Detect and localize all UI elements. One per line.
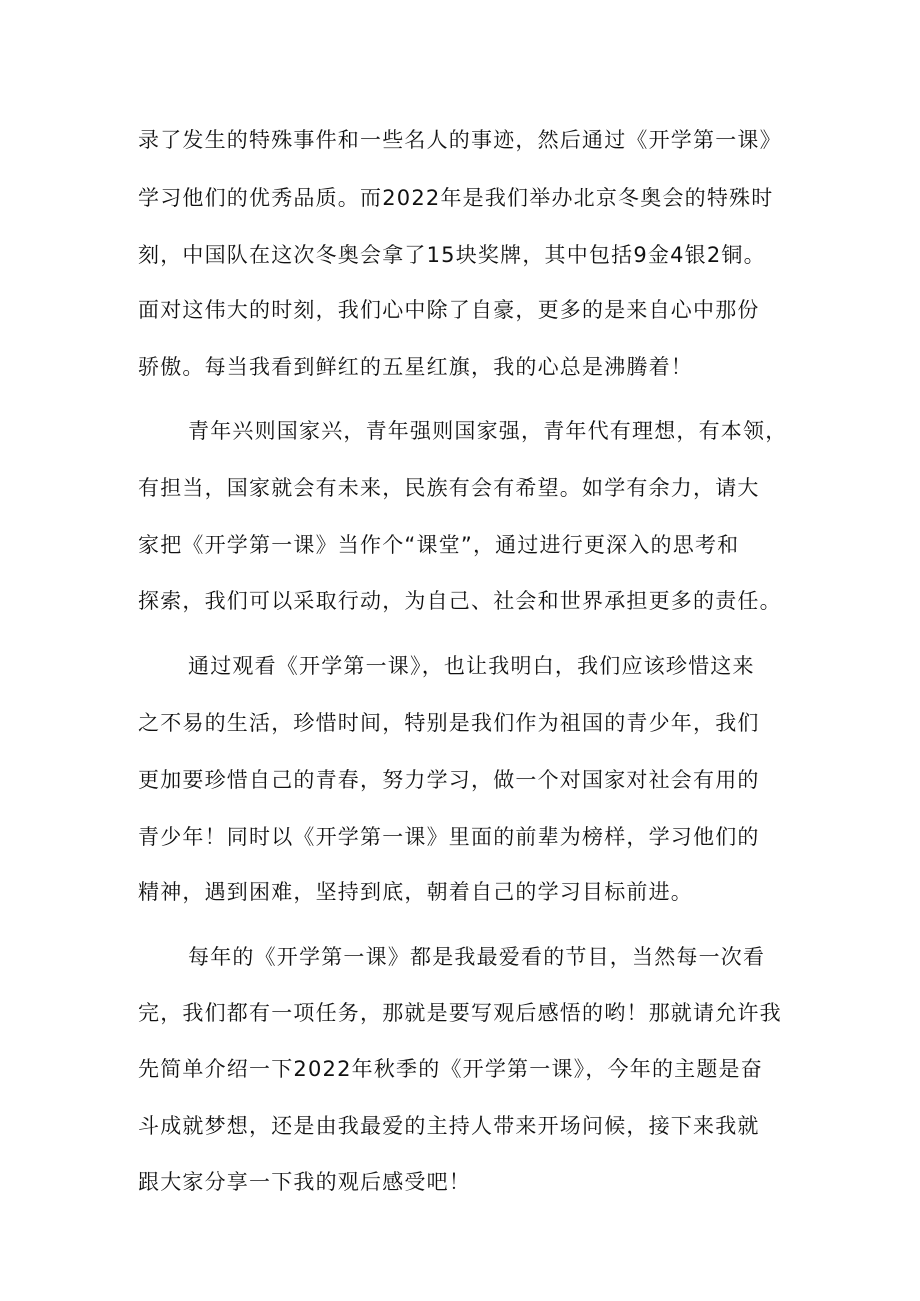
paragraph-2-line-4: 探索，我们可以采取行动，为自己、社会和世界承担更多的责任。 [138, 589, 782, 613]
paragraph-2-line-1: 青年兴则国家兴，青年强则国家强，青年代有理想，有本领， [188, 419, 788, 443]
paragraph-1-line-1: 录了发生的特殊事件和一些名人的事迹，然后通过《开学第一课》 [138, 128, 782, 152]
paragraph-3-line-3: 更加要珍惜自己的青春，努力学习，做一个对国家对社会有用的 [138, 768, 760, 792]
paragraph-3-line-1: 通过观看《开学第一课》，也让我明白，我们应该珍惜这来 [188, 654, 755, 678]
paragraph-2-line-3: 家把《开学第一课》当作个“课堂”，通过进行更深入的思考和 [138, 533, 740, 557]
paragraph-4-line-3: 先简单介绍一下2022年秋季的《开学第一课》，今年的主题是奋 [138, 1057, 763, 1081]
paragraph-3-line-5: 精神，遇到困难，坚持到底，朝着自己的学习目标前进。 [138, 880, 693, 904]
paragraph-4-line-1: 每年的《开学第一课》都是我最爱看的节目，当然每一次看 [188, 945, 766, 969]
paragraph-1-line-5: 骄傲。每当我看到鲜红的五星红旗，我的心总是沸腾着！ [138, 355, 693, 379]
paragraph-4-line-4: 斗成就梦想，还是由我最爱的主持人带来开场问候，接下来我就 [138, 1114, 760, 1138]
paragraph-3-line-4: 青少年！同时以《开学第一课》里面的前辈为榜样，学习他们的 [138, 825, 760, 849]
paragraph-1-line-2: 学习他们的优秀品质。而2022年是我们举办北京冬奥会的特殊时 [138, 186, 774, 210]
paragraph-3-line-2: 之不易的生活，珍惜时间，特别是我们作为祖国的青少年，我们 [138, 711, 760, 735]
paragraph-1-line-3: 刻，中国队在这次冬奥会拿了15块奖牌，其中包括9金4银2铜。 [138, 243, 766, 267]
paragraph-4-line-2: 完，我们都有一项任务，那就是要写观后感悟的哟！那就请允许我 [138, 1001, 782, 1025]
paragraph-4-line-5: 跟大家分享一下我的观后感受吧！ [138, 1170, 471, 1194]
paragraph-2-line-2: 有担当，国家就会有未来，民族有会有希望。如学有余力，请大 [138, 476, 760, 500]
paragraph-1-line-4: 面对这伟大的时刻，我们心中除了自豪，更多的是来自心中那份 [138, 298, 760, 322]
